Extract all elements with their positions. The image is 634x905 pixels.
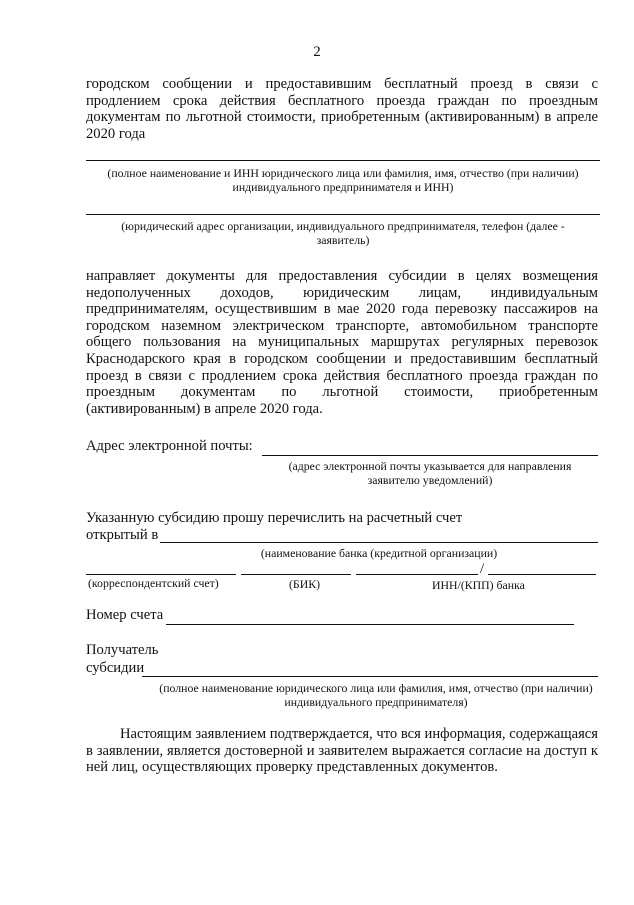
corr-account-label: (корреспондентский счет) <box>88 576 219 590</box>
recipient-field[interactable] <box>142 676 598 677</box>
kpp-field[interactable] <box>488 574 596 575</box>
applicant-name-caption: (полное наименование и ИНН юридического лица или фамилия, имя, отчество (при наличии) индивидуального предпринимателя и ИНН) <box>107 166 579 194</box>
bik-label: (БИК) <box>289 577 321 591</box>
bank-request-text: Указанную субсидию прошу перечислить на расчетный счет <box>86 510 463 526</box>
page-number: 2 <box>313 44 321 60</box>
applicant-name-field[interactable] <box>86 160 600 161</box>
bank-name-field[interactable] <box>160 542 598 543</box>
email-label: Адрес электронной почты: <box>86 438 253 454</box>
corr-account-field[interactable] <box>86 574 236 575</box>
recipient-label-line1: Получатель <box>86 642 159 658</box>
bank-name-caption: (наименование банка (кредитной организации) <box>260 546 498 560</box>
recipient-label-line2: субсидии <box>86 660 145 676</box>
email-caption: (адрес электронной почты указывается для направления заявителю уведомлений) <box>288 459 572 487</box>
recipient-caption: (полное наименование юридического лица или фамилия, имя, отчество (при наличии) индивидуального предпринимателя) <box>159 681 593 709</box>
bank-opened-in-label: открытый в <box>86 527 159 543</box>
confirmation-paragraph: Настоящим заявлением подтверждается, что вся информация, содержащаяся в заявлении, является достоверной и заявителем выражается согласие на доступ к ней лиц, осуществляющих проверку представленных документов. <box>86 726 598 776</box>
inn-kpp-slash: / <box>480 561 485 577</box>
account-number-label: Номер счета <box>86 607 164 623</box>
inn-field[interactable] <box>356 574 478 575</box>
main-paragraph: направляет документы для предоставления субсидии в целях возмещения недополученных доходов, юридическим лицам, индивидуальным предпринимателям, осуществившим в мае 2020 года перевозку пассажиров на городском наземном электрическом транспорте, автомобильном транспорте общего пользования на муниципальных маршрутах регулярных перевозок Краснодарского края в городском сообщении и предоставившим бесплатный проезд в связи с продлением срока действия бесплатного проезда граждан по проездным документам по льготной стоимости, приобретенным (активированным) в апреле 2020 года. <box>86 268 598 417</box>
applicant-address-caption: (юридический адрес организации, индивидуального предпринимателя, телефон (далее - заявитель) <box>121 219 565 247</box>
inn-kpp-label: ИНН/(КПП) банка <box>432 578 525 592</box>
intro-paragraph: городском сообщении и предоставившим бесплатный проезд в связи с продлением срока действия бесплатного проезда граждан по проездным документам по льготной стоимости, приобретенным (активированным) в апреле 2020 года <box>86 76 598 142</box>
applicant-address-field[interactable] <box>86 214 600 215</box>
account-number-field[interactable] <box>166 624 574 625</box>
bik-field[interactable] <box>241 574 351 575</box>
email-field[interactable] <box>262 455 598 456</box>
